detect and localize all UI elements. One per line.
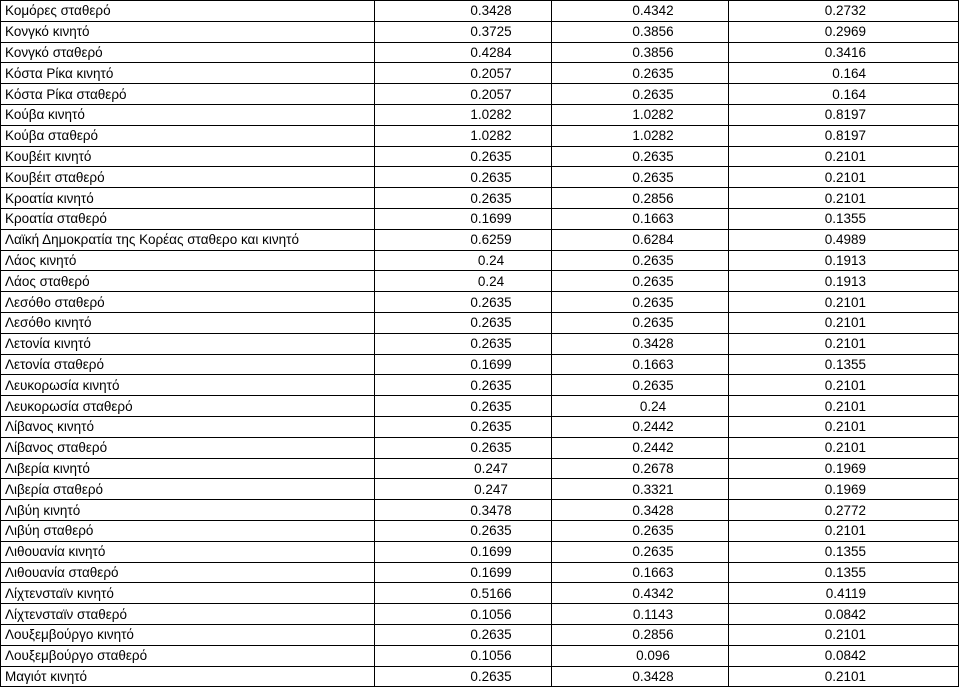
destination-cell: Κόστα Ρίκα σταθερό (1, 84, 375, 105)
rate-cell-1: 1.0282 (375, 104, 552, 125)
rate-cell-3: 0.2101 (729, 520, 959, 541)
rate-cell-1: 0.1699 (375, 562, 552, 583)
rate-cell-1: 0.6259 (375, 229, 552, 250)
destination-cell: Λιθουανία σταθερό (1, 562, 375, 583)
destination-cell: Λίβανος σταθερό (1, 437, 375, 458)
rate-cell-1: 0.2057 (375, 84, 552, 105)
table-row (1, 312, 959, 333)
rate-cell-2: 1.0282 (552, 104, 729, 125)
rate-cell-3: 0.0842 (729, 645, 959, 666)
table-row (1, 458, 959, 479)
rate-cell-1: 0.2635 (375, 375, 552, 396)
table-row (1, 63, 959, 84)
destination-cell: Κουβέιτ κινητό (1, 146, 375, 167)
rate-cell-2: 0.2635 (552, 84, 729, 105)
rate-cell-2: 1.0282 (552, 125, 729, 146)
rate-cell-3: 0.1355 (729, 208, 959, 229)
rate-cell-2: 0.3428 (552, 500, 729, 521)
rate-cell-3: 0.1913 (729, 250, 959, 271)
rate-cell-2: 0.096 (552, 645, 729, 666)
rate-cell-1: 0.24 (375, 271, 552, 292)
rate-cell-2: 0.4342 (552, 583, 729, 604)
rate-cell-3: 0.4989 (729, 229, 959, 250)
destination-cell: Λουξεμβούργο σταθερό (1, 645, 375, 666)
table-row (1, 250, 959, 271)
rate-cell-2: 0.4342 (552, 1, 729, 22)
rate-cell-3: 0.2101 (729, 375, 959, 396)
table-row (1, 125, 959, 146)
rate-cell-1: 0.2635 (375, 666, 552, 687)
rate-cell-1: 0.3725 (375, 21, 552, 42)
rate-cell-3: 0.1913 (729, 271, 959, 292)
destination-cell: Λιβύη κινητό (1, 500, 375, 521)
rate-cell-2: 0.2635 (552, 250, 729, 271)
rate-cell-1: 0.1056 (375, 645, 552, 666)
destination-cell: Λιβερία κινητό (1, 458, 375, 479)
destination-cell: Κούβα κινητό (1, 104, 375, 125)
rate-cell-1: 0.2057 (375, 63, 552, 84)
rate-cell-3: 0.164 (729, 63, 959, 84)
rate-cell-1: 0.2635 (375, 416, 552, 437)
rate-cell-2: 0.2635 (552, 292, 729, 313)
rate-cell-2: 0.3856 (552, 21, 729, 42)
rate-cell-3: 0.2101 (729, 666, 959, 687)
rate-cell-1: 0.2635 (375, 520, 552, 541)
rate-cell-2: 0.3428 (552, 666, 729, 687)
rate-cell-3: 0.1969 (729, 458, 959, 479)
rate-cell-1: 0.2635 (375, 167, 552, 188)
destination-cell: Λάος κινητό (1, 250, 375, 271)
rate-cell-1: 0.247 (375, 458, 552, 479)
rate-cell-3: 0.1355 (729, 562, 959, 583)
destination-cell: Κροατία σταθερό (1, 208, 375, 229)
table-row (1, 42, 959, 63)
rate-cell-1: 0.3428 (375, 1, 552, 22)
table-row (1, 396, 959, 417)
table-row (1, 562, 959, 583)
rate-cell-2: 0.2635 (552, 146, 729, 167)
destination-cell: Κονγκό σταθερό (1, 42, 375, 63)
destination-cell: Λιβύη σταθερό (1, 520, 375, 541)
destination-cell: Λευκορωσία κινητό (1, 375, 375, 396)
destination-cell: Λεσόθο σταθερό (1, 292, 375, 313)
table-row (1, 500, 959, 521)
rate-cell-3: 0.164 (729, 84, 959, 105)
rate-cell-1: 0.2635 (375, 312, 552, 333)
rate-cell-3: 0.1355 (729, 354, 959, 375)
destination-cell: Λίβανος κινητό (1, 416, 375, 437)
rate-cell-3: 0.2101 (729, 188, 959, 209)
rate-cell-3: 0.2101 (729, 416, 959, 437)
destination-cell: Κομόρες σταθερό (1, 1, 375, 22)
rate-cell-1: 0.3478 (375, 500, 552, 521)
table-row (1, 479, 959, 500)
rate-cell-2: 0.2678 (552, 458, 729, 479)
destination-cell: Κροατία κινητό (1, 188, 375, 209)
rate-cell-1: 0.2635 (375, 333, 552, 354)
table-row (1, 1, 959, 22)
rate-cell-1: 0.2635 (375, 188, 552, 209)
rate-cell-1: 0.247 (375, 479, 552, 500)
rate-cell-3: 0.2101 (729, 312, 959, 333)
table-row (1, 104, 959, 125)
table-row (1, 583, 959, 604)
rate-cell-2: 0.24 (552, 396, 729, 417)
table-row (1, 229, 959, 250)
table-row (1, 167, 959, 188)
rate-cell-3: 0.3416 (729, 42, 959, 63)
destination-cell: Κούβα σταθερό (1, 125, 375, 146)
destination-cell: Λίχτενσταϊν σταθερό (1, 604, 375, 625)
rate-cell-2: 0.2635 (552, 541, 729, 562)
table-row (1, 292, 959, 313)
rate-cell-1: 0.1056 (375, 604, 552, 625)
destination-cell: Λετονία κινητό (1, 333, 375, 354)
destination-cell: Λετονία σταθερό (1, 354, 375, 375)
rate-cell-2: 0.3856 (552, 42, 729, 63)
table-row (1, 354, 959, 375)
rate-cell-1: 0.5166 (375, 583, 552, 604)
rate-cell-1: 0.1699 (375, 354, 552, 375)
rate-cell-3: 0.2772 (729, 500, 959, 521)
rate-cell-2: 0.2635 (552, 520, 729, 541)
rate-cell-1: 0.1699 (375, 208, 552, 229)
table-row (1, 541, 959, 562)
table-row (1, 416, 959, 437)
rate-cell-3: 0.2101 (729, 333, 959, 354)
rate-cell-3: 0.8197 (729, 125, 959, 146)
rate-cell-2: 0.2635 (552, 63, 729, 84)
rate-cell-3: 0.4119 (729, 583, 959, 604)
rates-table-body (1, 1, 959, 687)
table-row (1, 333, 959, 354)
destination-cell: Λαϊκή Δημοκρατία της Κορέας σταθερο και κινητό (1, 229, 375, 250)
rate-cell-3: 0.2101 (729, 624, 959, 645)
rate-cell-2: 0.1663 (552, 354, 729, 375)
rate-cell-2: 0.3428 (552, 333, 729, 354)
destination-cell: Λεσόθο κινητό (1, 312, 375, 333)
destination-cell: Λουξεμβούργο κινητό (1, 624, 375, 645)
rate-cell-2: 0.2635 (552, 167, 729, 188)
rate-cell-2: 0.2442 (552, 416, 729, 437)
rate-cell-1: 0.24 (375, 250, 552, 271)
rate-cell-3: 0.2101 (729, 396, 959, 417)
table-row (1, 604, 959, 625)
table-row (1, 21, 959, 42)
rate-cell-2: 0.2442 (552, 437, 729, 458)
rate-cell-2: 0.2635 (552, 271, 729, 292)
rate-cell-2: 0.2635 (552, 375, 729, 396)
table-row (1, 520, 959, 541)
table-row (1, 208, 959, 229)
table-row (1, 666, 959, 687)
rate-cell-1: 0.2635 (375, 396, 552, 417)
table-row (1, 271, 959, 292)
destination-cell: Λευκορωσία σταθερό (1, 396, 375, 417)
rate-cell-1: 0.2635 (375, 146, 552, 167)
destination-cell: Κονγκό κινητό (1, 21, 375, 42)
table-row (1, 188, 959, 209)
rate-cell-3: 0.8197 (729, 104, 959, 125)
rate-cell-1: 0.2635 (375, 292, 552, 313)
destination-cell: Κουβέιτ σταθερό (1, 167, 375, 188)
table-row (1, 645, 959, 666)
rate-cell-3: 0.2732 (729, 1, 959, 22)
rate-cell-3: 0.1355 (729, 541, 959, 562)
table-row (1, 375, 959, 396)
destination-cell: Λάος σταθερό (1, 271, 375, 292)
destination-cell: Μαγιότ κινητό (1, 666, 375, 687)
table-row (1, 624, 959, 645)
table-row (1, 146, 959, 167)
rate-cell-2: 0.2856 (552, 624, 729, 645)
rate-cell-3: 0.0842 (729, 604, 959, 625)
rate-cell-2: 0.2635 (552, 312, 729, 333)
rate-cell-2: 0.3321 (552, 479, 729, 500)
rate-cell-3: 0.2969 (729, 21, 959, 42)
rate-cell-1: 0.4284 (375, 42, 552, 63)
rate-cell-2: 0.6284 (552, 229, 729, 250)
rate-cell-3: 0.1969 (729, 479, 959, 500)
rate-cell-2: 0.2856 (552, 188, 729, 209)
table-row (1, 84, 959, 105)
destination-cell: Κόστα Ρίκα κινητό (1, 63, 375, 84)
rate-cell-1: 1.0282 (375, 125, 552, 146)
rate-cell-1: 0.2635 (375, 624, 552, 645)
rate-cell-3: 0.2101 (729, 146, 959, 167)
rate-cell-1: 0.2635 (375, 437, 552, 458)
table-row (1, 437, 959, 458)
rate-cell-3: 0.2101 (729, 437, 959, 458)
destination-cell: Λιβερία σταθερό (1, 479, 375, 500)
rate-cell-3: 0.2101 (729, 292, 959, 313)
rate-cell-2: 0.1143 (552, 604, 729, 625)
destination-cell: Λιθουανία κινητό (1, 541, 375, 562)
destination-cell: Λίχτενσταϊν κινητό (1, 583, 375, 604)
rate-cell-3: 0.2101 (729, 167, 959, 188)
rate-cell-2: 0.1663 (552, 208, 729, 229)
rate-cell-2: 0.1663 (552, 562, 729, 583)
rate-cell-1: 0.1699 (375, 541, 552, 562)
